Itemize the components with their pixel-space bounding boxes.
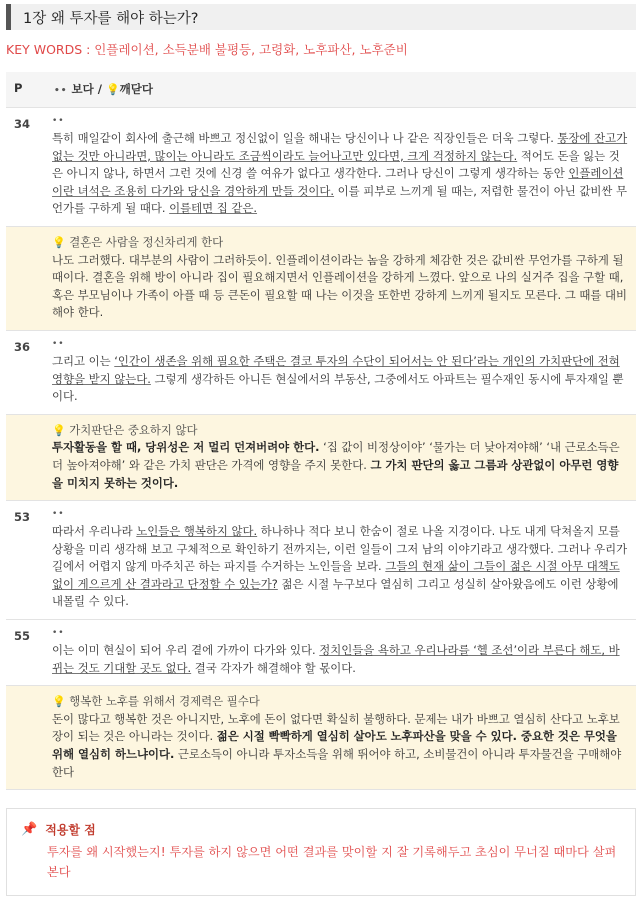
bold-text: 투자활동을 할 때, 당위성은 저 멀리 던져버려야 한다.: [52, 440, 320, 455]
underlined-text: 그들의 현재 삶이 그들이 젊은 시절 아무 대책도 없이 게으르게 산 결과라고 단정할 수 있는가?: [52, 559, 620, 591]
note-row: [6, 108, 636, 227]
insight-page-cell: [6, 414, 46, 500]
insight-title: [52, 693, 628, 711]
underlined-text: 통장에 잔고가 없는 것만 아니라면, 많이는 아니라도 조금씩이라도 늘어나고만 있다면, 크게 걱정하지 않는다.: [52, 131, 628, 163]
text-segment: 이를 피부로 느끼게 될 때는, 저렴한 물건이 아닌 값비싼 무언가를 구하게 될 때다.: [52, 183, 627, 216]
insight-page-cell: [6, 226, 46, 330]
text-segment: 결국 각자가 해결해야 할 몫이다.: [191, 660, 356, 675]
page-number: 36: [6, 330, 46, 414]
keywords-line: KEY WORDS : 인플레이션, 소득분배 불평등, 고령화, 노후파산, 노후준비: [6, 42, 408, 57]
light-bulb-icon: 💡: [105, 83, 120, 96]
page-title: 1장 왜 투자를 해야 하는가?: [23, 10, 199, 27]
apply-box: [6, 808, 636, 896]
page-number: 53: [6, 501, 46, 620]
observation-text: [46, 501, 636, 620]
text-segment: 특히 매일같이 회사에 출근해 바쁘고 정신없이 일을 해내는 당신이나 나 같은 직장인들은 더욱 그렇다.: [52, 131, 558, 145]
text-segment: 나도 그러했다. 대부분의 사람이 그러하듯이. 인플레이션이라는 놈을 강하게 체감한 것은 값비싼 무언가를 구하게 될 때이다. 결혼을 위해 방이 아니라 집이 필요해지면서 인플레이션을 강하게 느꼈다. 앞으로 나의 실거주 집을 구할 때, 혹은 부모님이나 가족이 아플 때 등 큰돈이 필요할 때 나는 이것을 또한번 강하게 느끼게 될지도 모른다. 그 때를 대비해야 한다.: [52, 252, 627, 320]
light-bulb-icon: 💡: [52, 235, 70, 249]
note-row: [6, 501, 636, 620]
text-segment: ‘집 값이 비정상이야’ ‘물가는 더 낮아져야해’ ‘내 근로소득은 더 높아져야해’ 와 같은 가치 판단은 가격에 영향을 주지 못한다.: [52, 440, 620, 472]
page-number: 55: [6, 620, 46, 686]
eyes-icon: ••: [52, 509, 65, 520]
header-page: P: [6, 72, 46, 108]
light-bulb-icon: 💡: [52, 695, 70, 709]
page-number: 34: [6, 108, 46, 227]
insight-row: [6, 686, 636, 790]
text-segment: 그렇게 생각하든 아니든 현실에서의 부동산, 그중에서도 아파트는 필수재인 동시에 투자재일 뿐이다.: [52, 371, 624, 404]
note-row: [6, 620, 636, 686]
header-seen-label: 보다 /: [71, 82, 102, 96]
insight-text: [46, 414, 636, 500]
text-segment: 따라서 우리나라: [52, 524, 137, 539]
text-segment: 적어도 돈을 잃는 것은 아니지 않나, 하면서 그런 것에 신경 쓸 여유가 없다고 생각한다. 그러나 당신이 그렇게 생각하는 동안: [52, 148, 620, 181]
apply-text: 투자를 왜 시작했는지! 투자를 하지 않으면 어떤 결과를 맞이할 지 잘 기록해두고 초심이 무너질 때마다 살펴본다: [47, 845, 617, 879]
insight-row: [6, 414, 636, 500]
underlined-text: 이를테면 집 같은.: [169, 201, 258, 216]
text-segment: 젊은 시절 누구보다 열심히 그리고 성실히 살아왔음에도 이런 상황에 내몰릴 수 있다.: [52, 576, 619, 609]
text-segment: 근로소득이 아니라 투자소득을 위해 뛰어야 하고, 소비물건이 아니라 투자물건을 구매해야 한다: [52, 747, 622, 779]
reading-notes-table: [6, 72, 636, 790]
insight-row: [6, 226, 636, 330]
table-header-row: [6, 72, 636, 108]
underlined-text: ‘인간이 생존을 위해 필요한 주택은 결코 투자의 수단이 되어서는 안 된다’라는 개인의 가치판단에 전혀 영향을 받지 않는다.: [52, 353, 620, 386]
insight-page-cell: [6, 686, 46, 790]
text-segment: 그리고 이는: [52, 353, 115, 368]
insight-title: [52, 234, 628, 252]
text-segment: 돈이 많다고 행복한 것은 아니지만, 노후에 돈이 없다면 확실히 불행하다. 문제는 내가 바쁘고 열심히 산다고 노후보장이 되는 것은 아니라는 것이다.: [52, 711, 620, 744]
header-see-realize: [46, 72, 636, 108]
text-segment: 이는 이미 현실이 되어 우리 곁에 가까이 다가와 있다.: [52, 643, 320, 658]
bold-text: 그 가치 판단의 옳고 그름과 상관없이 아무런 영향을 미치지 못하는 것이다.: [52, 457, 619, 490]
observation-text: [46, 108, 636, 227]
insight-title-text: 가치판단은 중요하지 않다: [69, 422, 198, 437]
underlined-text: 정치인들을 욕하고 우리나라를 ‘헬 조선’이라 부른다 해도, 바뀌는 것도 기대할 곳도 없다.: [52, 643, 620, 675]
text-segment: 하나하나 적다 보니 한숨이 절로 나올 지경이다. 나도 내게 닥쳐올지 모를 상황을 미리 생각해 보고 구체적으로 확인하기 전까지는, 이런 일들이 그저 남의 이야기라고 생각했다. 그러나 우리가 길에서 어렵지 않게 마주치곤 하는 파지를 수거하는 노인들을 보라.: [52, 524, 628, 574]
observation-text: [46, 330, 636, 414]
header-realized-label: 깨닫다: [119, 82, 153, 96]
eyes-icon: ••: [54, 86, 68, 96]
light-bulb-icon: 💡: [52, 423, 70, 437]
chapter-title-bar: [6, 4, 636, 30]
eyes-icon: ••: [52, 628, 65, 639]
insight-text: [46, 226, 636, 330]
pushpin-icon: 📌: [21, 822, 38, 837]
insight-title: [52, 422, 628, 440]
note-row: [6, 330, 636, 414]
bold-text: 젊은 시절 빡빡하게 열심히 살아도 노후파산을 맞을 수 있다. 중요한 것은 무엇을 위해 열심히 하느냐이다.: [52, 729, 617, 762]
underlined-text: 노인들은 행복하지 않다.: [136, 524, 258, 539]
insight-text: [46, 686, 636, 790]
observation-text: [46, 620, 636, 686]
eyes-icon: ••: [52, 338, 65, 349]
insight-title-text: 행복한 노후를 위해서 경제력은 필수다: [69, 694, 260, 709]
underlined-text: 인플레이션이란 녀석은 조용히 다가와 당신을 경악하게 만들 것이다.: [52, 166, 624, 198]
insight-title-text: 결혼은 사람을 정신차리게 한다: [69, 234, 224, 249]
eyes-icon: ••: [52, 116, 65, 126]
apply-label: 적용할 점: [45, 823, 96, 837]
